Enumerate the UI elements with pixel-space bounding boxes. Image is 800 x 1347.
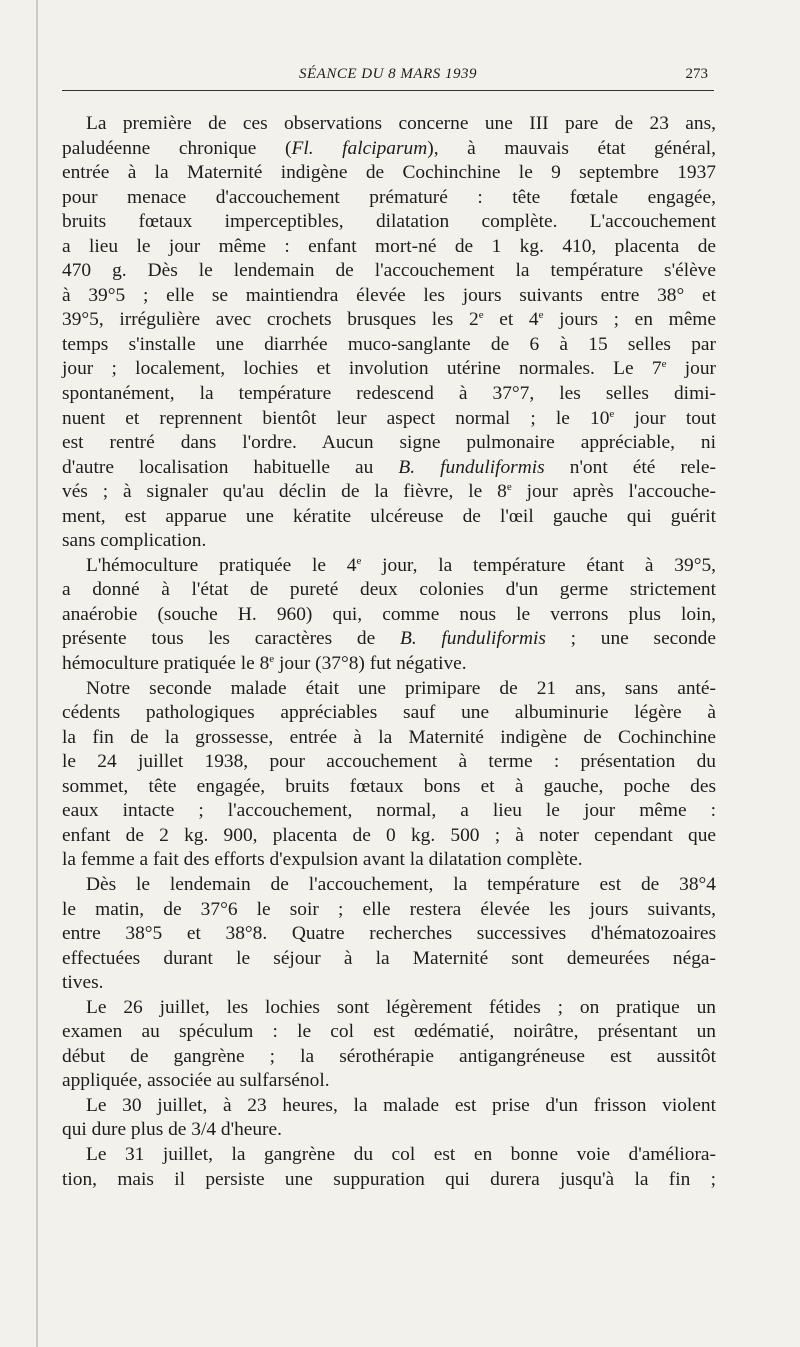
- text-line: ment, est apparue une kératite ulcéreuse de l'œil gauche qui guérit: [62, 505, 716, 527]
- text-line: tives.: [62, 972, 104, 994]
- text-line: eaux intacte ; l'accouchement, normal, a lieu le jour même :: [62, 800, 716, 822]
- text-line: 39°5, irrégulière avec crochets brusques les 2e et 4e jours ; en même: [62, 309, 716, 331]
- text-line: entre 38°5 et 38°8. Quatre recherches successives d'hématozoaires: [62, 923, 716, 945]
- text-line: hémoculture pratiquée le 8e jour (37°8) fut négative.: [62, 653, 467, 675]
- text-line: vés ; à signaler qu'au déclin de la fièvre, le 8e jour après l'accouche-: [62, 481, 716, 503]
- text-line: Dès le lendemain de l'accouchement, la température est de 38°4: [86, 873, 716, 895]
- text-line: spontanément, la température redescend à 37°7, les selles dimi-: [62, 383, 716, 405]
- text-line: sommet, tête engagée, bruits fœtaux bons et à gauche, poche des: [62, 775, 716, 797]
- text-line: L'hémoculture pratiquée le 4e jour, la température étant à 39°5,: [86, 554, 716, 576]
- text-line: le matin, de 37°6 le soir ; elle restera élevée les jours suivants,: [62, 898, 716, 920]
- text-line: le 24 juillet 1938, pour accouchement à terme : présentation du: [62, 751, 716, 773]
- text-line: effectuées durant le séjour à la Maternité sont demeurées néga-: [62, 947, 716, 969]
- text-line: temps s'installe une diarrhée muco-sanglante de 6 à 15 selles par: [62, 333, 716, 355]
- text-line: 470 g. Dès le lendemain de l'accouchement la température s'élève: [62, 260, 716, 282]
- body-text: [62, 112, 716, 1192]
- text-line: bruits fœtaux imperceptibles, dilatation complète. L'accouchement: [62, 211, 716, 233]
- text-line: sans complication.: [62, 530, 207, 552]
- page-number: 273: [685, 66, 708, 82]
- text-line: la fin de la grossesse, entrée à la Maternité indigène de Cochinchine: [62, 726, 716, 748]
- text-line: Le 26 juillet, les lochies sont légèrement fétides ; on pratique un: [86, 996, 716, 1018]
- italic-term: Fl. falciparum: [291, 137, 428, 159]
- text-line: examen au spéculum : le col est œdématié, noirâtre, présentant un: [62, 1021, 716, 1043]
- text-line: jour ; localement, lochies et involution utérine normales. Le 7e jour: [62, 358, 716, 380]
- text-line: a lieu le jour même : enfant mort-né de 1 kg. 410, placenta de: [62, 235, 716, 257]
- text-line: début de gangrène ; la sérothérapie antigangréneuse est aussitôt: [62, 1045, 716, 1067]
- page-header: [62, 62, 714, 91]
- text-line: Notre seconde malade était une primipare de 21 ans, sans anté-: [86, 677, 716, 699]
- text-line: appliquée, associée au sulfarsénol.: [62, 1070, 330, 1092]
- text-line: présente tous les caractères de B. funduliformis ; une seconde: [62, 628, 716, 650]
- page-spine: [36, 0, 38, 1347]
- text-line: à 39°5 ; elle se maintiendra élevée les jours suivants entre 38° et: [62, 284, 716, 306]
- text-line: est rentré dans l'ordre. Aucun signe pulmonaire appréciable, ni: [62, 432, 716, 454]
- text-line: tion, mais il persiste une suppuration qui durera jusqu'à la fin ;: [62, 1168, 716, 1190]
- italic-term: B. funduliformis: [398, 456, 545, 478]
- text-line: anaérobie (souche H. 960) qui, comme nous le verrons plus loin,: [62, 603, 716, 625]
- text-line: Le 31 juillet, la gangrène du col est en bonne voie d'améliora-: [86, 1143, 716, 1165]
- text-line: enfant de 2 kg. 900, placenta de 0 kg. 500 ; à noter cependant que: [62, 824, 716, 846]
- text-line: Le 30 juillet, à 23 heures, la malade est prise d'un frisson violent: [86, 1094, 716, 1116]
- running-head: SÉANCE DU 8 MARS 1939: [299, 66, 477, 82]
- text-line: a donné à l'état de pureté deux colonies d'un germe strictement: [62, 579, 716, 601]
- text-line: La première de ces observations concerne une III pare de 23 ans,: [86, 113, 716, 134]
- text-line: paludéenne chronique (Fl. falciparum), à mauvais état général,: [62, 137, 717, 159]
- text-line: la femme a fait des efforts d'expulsion avant la dilatation complète.: [62, 849, 583, 871]
- text-line: cédents pathologiques appréciables sauf une albuminurie légère à: [62, 702, 716, 724]
- text-line: qui dure plus de 3/4 d'heure.: [62, 1119, 282, 1141]
- text-line: entrée à la Maternité indigène de Cochinchine le 9 septembre 1937: [62, 162, 716, 184]
- text-line: nuent et reprennent bientôt leur aspect normal ; le 10e jour tout: [62, 407, 716, 429]
- text-line: d'autre localisation habituelle au B. funduliformis n'ont été rele-: [62, 456, 716, 478]
- text-line: pour menace d'accouchement prématuré : tête fœtale engagée,: [62, 186, 716, 208]
- italic-term: B. funduliformis: [399, 628, 546, 650]
